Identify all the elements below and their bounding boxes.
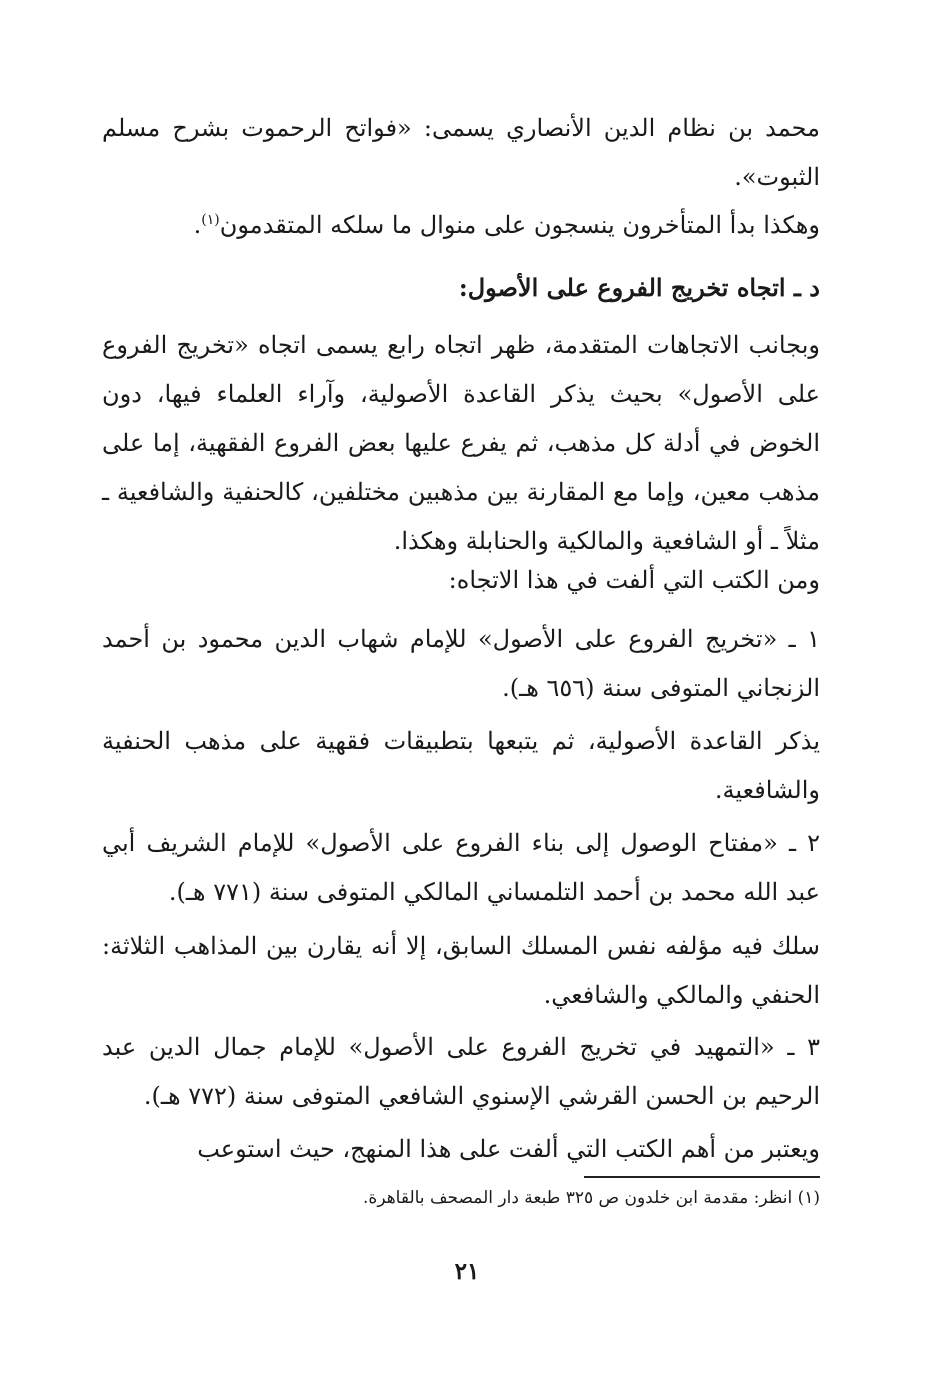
paragraph-4: ومن الكتب التي ألفت في هذا الاتجاه:: [448, 566, 820, 594]
paragraph-6: يذكر القاعدة الأصولية، ثم يتبعها بتطبيقات فقهية على مذهب الحنفية والشافعية.: [102, 727, 820, 804]
book-item-3: ٣ ـ «التمهيد في تخريج الفروع على الأصول» للإمام جمال الدين عبد الرحيم بن الحسن القرشي الإسنوي الشافعي المتوفى سنة (٧٧٢ هـ).: [102, 1033, 820, 1110]
page-number: ٢١: [454, 1258, 480, 1285]
paragraph-1: محمد بن نظام الدين الأنصاري يسمى: «فواتح الرحموت بشرح مسلم الثبوت».: [102, 114, 820, 191]
paragraph-2: [102, 201, 820, 250]
section-heading: د ـ اتجاه تخريج الفروع على الأصول:: [458, 273, 820, 302]
book-item-2: ٢ ـ «مفتاح الوصول إلى بناء الفروع على الأصول» للإمام الشريف أبي عبد الله محمد بن أحمد التلمساني المالكي المتوفى سنة (٧٧١ هـ).: [102, 829, 820, 906]
paragraph-2-end: .: [193, 211, 202, 239]
paragraph-10: ويعتبر من أهم الكتب التي ألفت على هذا المنهج، حيث استوعب: [197, 1135, 820, 1163]
paragraph-2-text: وهكذا بدأ المتأخرون ينسجون على منوال ما سلكه المتقدمون: [219, 211, 820, 239]
footnote-ref: (١): [201, 212, 220, 228]
footnote: (١) انظر: مقدمة ابن خلدون ص ٣٢٥ طبعة دار المصحف بالقاهرة.: [363, 1188, 820, 1208]
paragraph-8: سلك فيه مؤلفه نفس المسلك السابق، إلا أنه يقارن بين المذاهب الثلاثة: الحنفي والمالكي والشافعي.: [102, 932, 820, 1009]
book-item-1: ١ ـ «تخريج الفروع على الأصول» للإمام شهاب الدين محمود بن أحمد الزنجاني المتوفى سنة (٦٥٦ هـ).: [102, 625, 820, 702]
paragraph-3: وبجانب الاتجاهات المتقدمة، ظهر اتجاه رابع يسمى اتجاه «تخريج الفروع على الأصول» بحيث يذكر القاعدة الأصولية، وآراء العلماء فيها، دون الخوض في أدلة كل مذهب، ثم يفرع عليها بعض الفروع الفقهية، إما على مذهب معين، وإما مع المقارنة بين مذهبين مختلفين، كالحنفية والشافعية ـ مثلاً ـ أو الشافعية والمالكية والحنابلة وهكذا.: [102, 331, 820, 555]
footnote-divider: [584, 1176, 820, 1178]
